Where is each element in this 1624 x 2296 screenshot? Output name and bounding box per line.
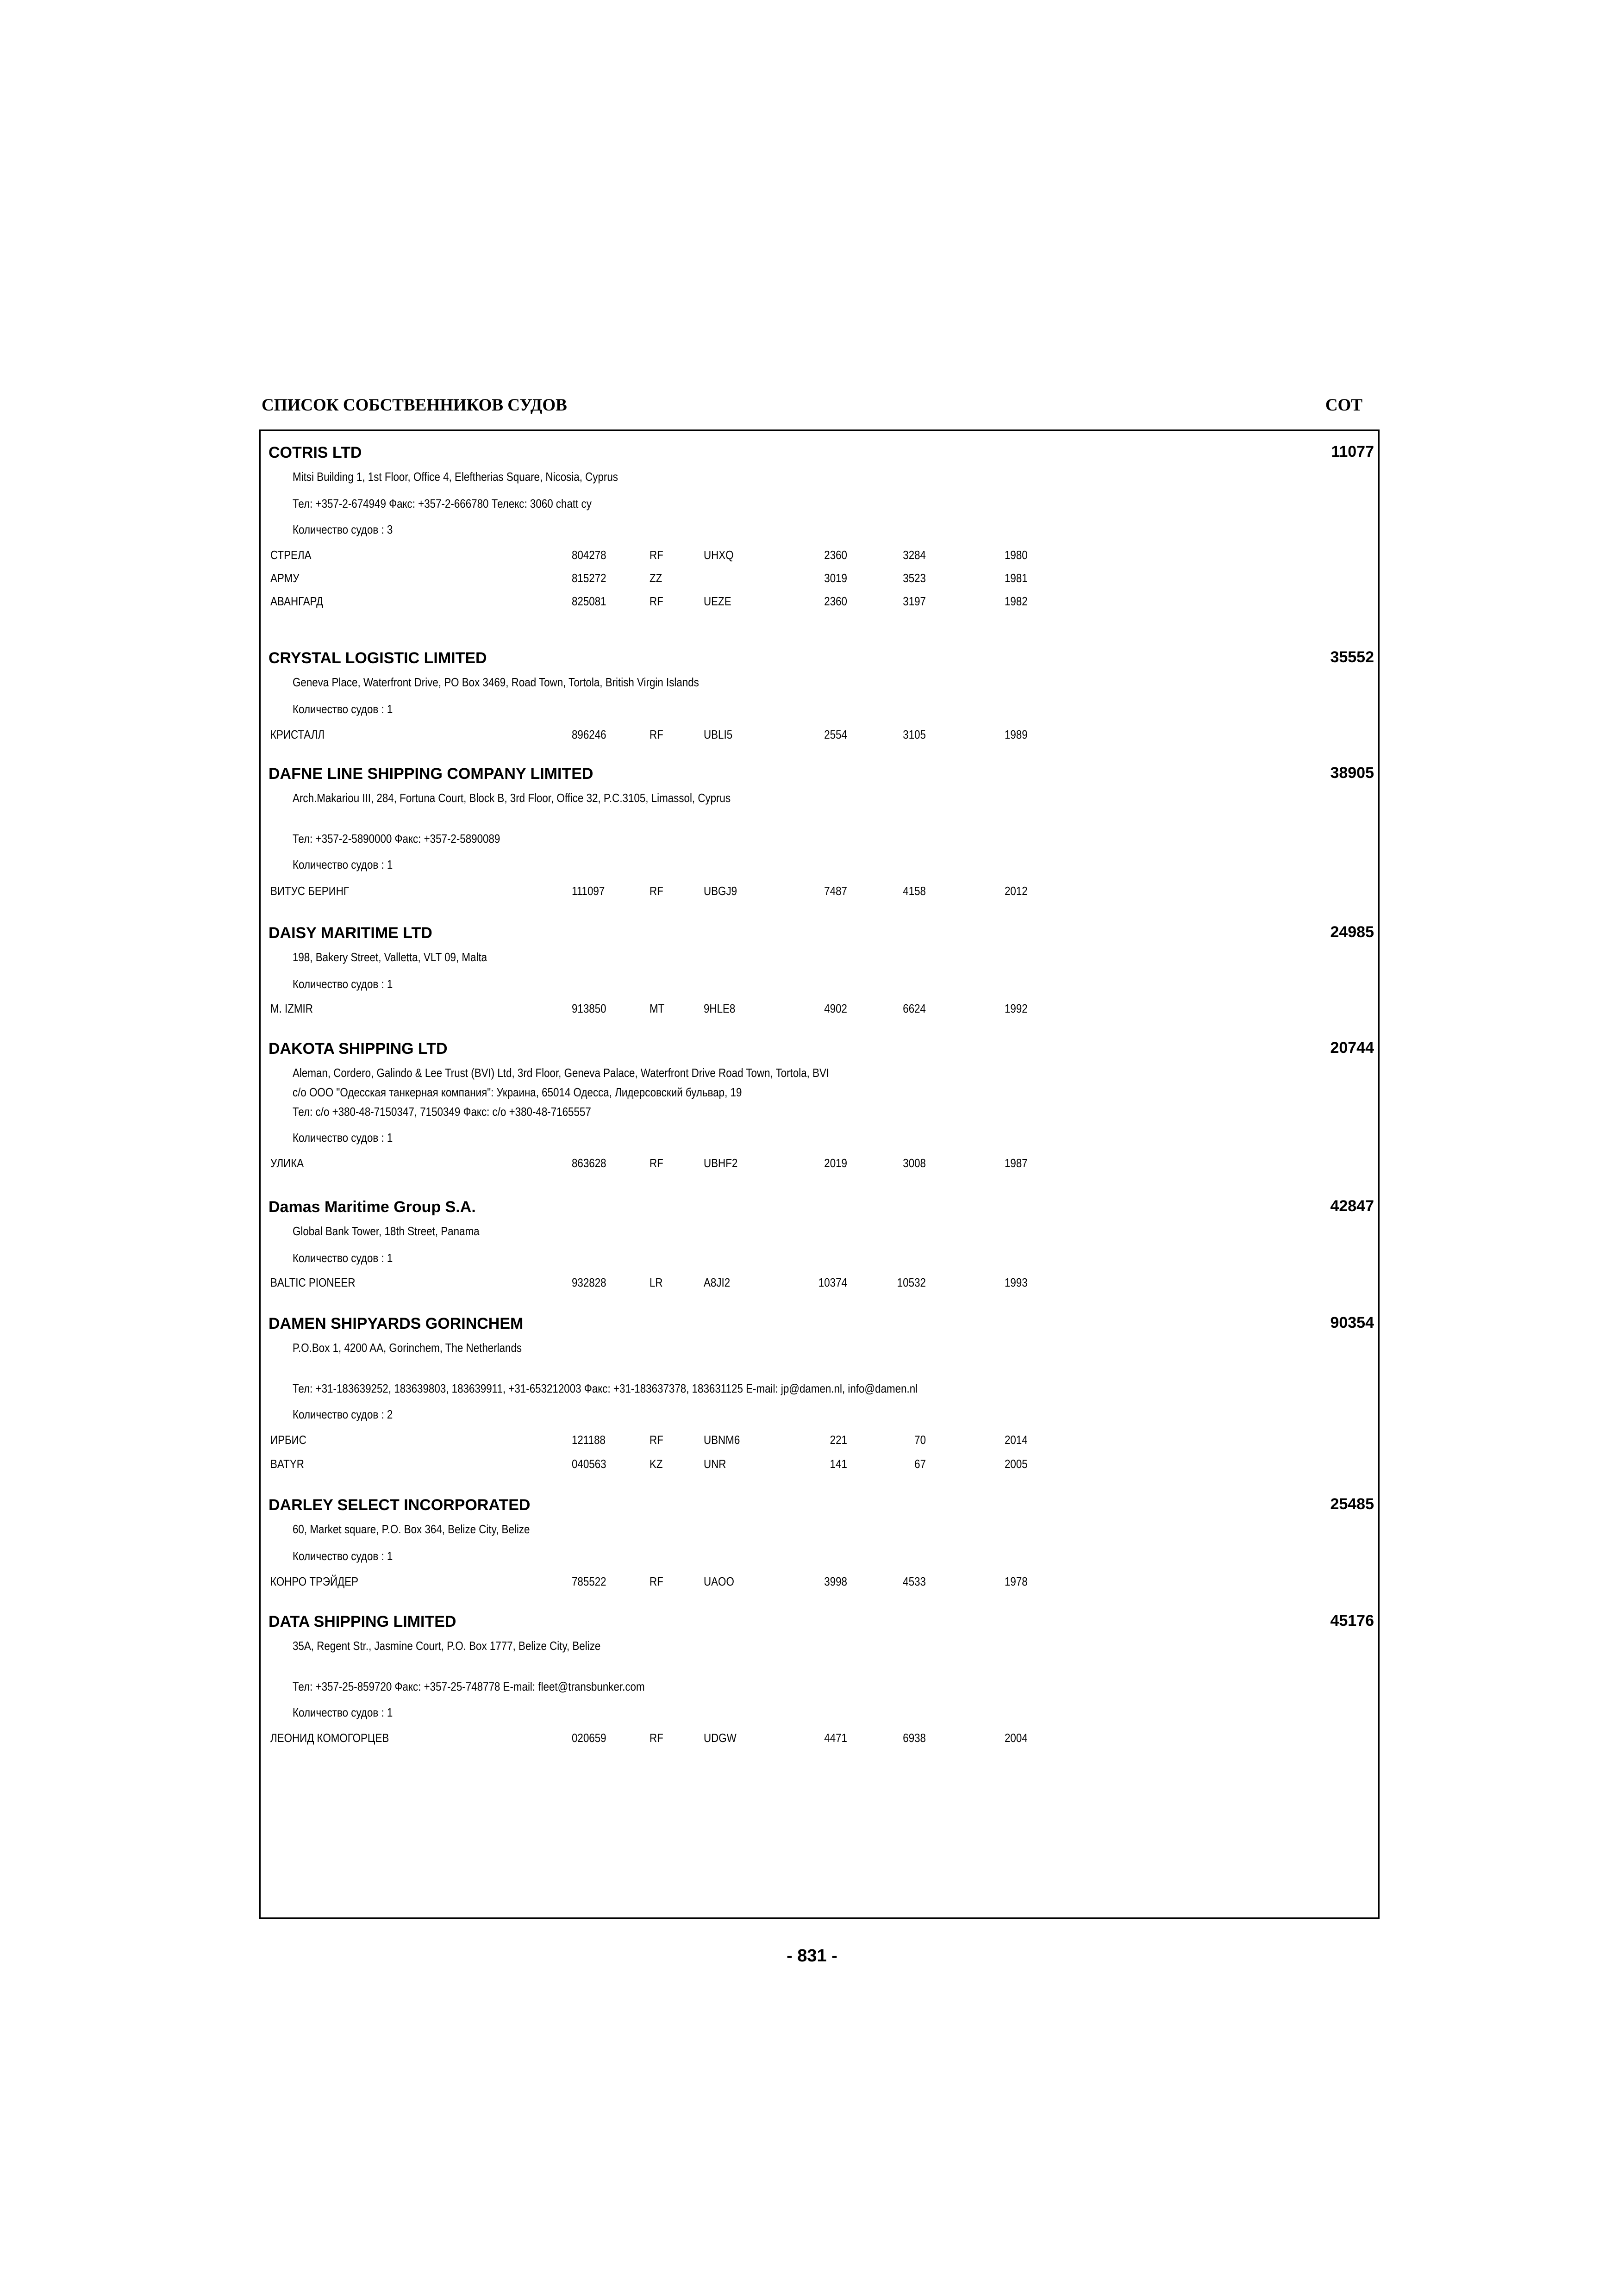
vessel-deadweight: 3284 — [903, 548, 926, 562]
vessel-count: Количество судов : 1 — [293, 702, 393, 716]
owner-address: Mitsi Building 1, 1st Floor, Office 4, Eleftherias Square, Nicosia, Cyprus — [293, 470, 618, 484]
vessel-count: Количество судов : 1 — [293, 977, 393, 991]
vessel-deadweight: 67 — [914, 1457, 926, 1471]
owner-name: DARLEY SELECT INCORPORATED — [269, 1496, 531, 1514]
vessel-deadweight: 3008 — [903, 1156, 926, 1170]
vessel-callsign: UEZE — [704, 594, 731, 608]
owner-id: 42847 — [1330, 1197, 1374, 1215]
owner-name: DAKOTA SHIPPING LTD — [269, 1040, 448, 1058]
vessel-tonnage: 141 — [830, 1457, 847, 1471]
owner-name: CRYSTAL LOGISTIC LIMITED — [269, 649, 487, 667]
owner-address: P.O.Box 1, 4200 AA, Gorinchem, The Netherlands — [293, 1341, 522, 1355]
owner-name: DATA SHIPPING LIMITED — [269, 1613, 456, 1630]
vessel-tonnage: 2360 — [824, 548, 847, 562]
vessel-row — [268, 1155, 1374, 1171]
owner-address: 60, Market square, P.O. Box 364, Belize City, Belize — [293, 1522, 530, 1536]
owner-id: 20744 — [1330, 1039, 1374, 1057]
vessel-callsign: UBGJ9 — [704, 884, 737, 898]
owner-contacts: Тел: c/o +380-48-7150347, 7150349 Факс: c/o +380-48-7165557 — [293, 1105, 591, 1119]
vessel-year: 1993 — [1005, 1276, 1028, 1289]
vessel-callsign: UAOO — [704, 1574, 734, 1588]
owner-address: 35A, Regent Str., Jasmine Court, P.O. Box 1777, Belize City, Belize — [293, 1639, 601, 1653]
vessel-callsign: UBNM6 — [704, 1433, 740, 1447]
vessel-year: 2014 — [1005, 1433, 1028, 1447]
owner-id: 38905 — [1330, 764, 1374, 782]
vessel-deadweight: 6938 — [903, 1731, 926, 1745]
vessel-name: АВАНГАРД — [270, 594, 324, 608]
vessel-id: 111097 — [572, 884, 605, 898]
vessel-callsign: 9HLE8 — [704, 1002, 736, 1015]
vessel-deadweight: 6624 — [903, 1002, 926, 1015]
vessel-deadweight: 4533 — [903, 1574, 926, 1588]
vessel-tonnage: 3019 — [824, 571, 847, 585]
owner-contacts: Тел: +357-25-859720 Факс: +357-25-748778 E-mail: fleet@transbunker.com — [293, 1680, 645, 1693]
vessel-tonnage: 2554 — [824, 728, 847, 741]
vessel-year: 2012 — [1005, 884, 1028, 898]
owner-address: Global Bank Tower, 18th Street, Panama — [293, 1224, 480, 1238]
owner-address: Geneva Place, Waterfront Drive, PO Box 3469, Road Town, Tortola, British Virgin Islands — [293, 675, 699, 689]
vessel-tonnage: 3998 — [824, 1574, 847, 1588]
owner-id: 90354 — [1330, 1314, 1374, 1332]
owner-address: Aleman, Cordero, Galindo & Lee Trust (BVI) Ltd, 3rd Floor, Geneva Palace, Waterfront Drive Road Town, Tortola, BVI — [293, 1066, 830, 1080]
vessel-callsign: UHXQ — [704, 548, 734, 562]
vessel-deadweight: 3523 — [903, 571, 926, 585]
vessel-name: BATYR — [270, 1457, 304, 1471]
vessel-id: 020659 — [572, 1731, 606, 1745]
vessel-tonnage: 4471 — [824, 1731, 847, 1745]
vessel-name: BALTIC PIONEER — [270, 1276, 356, 1289]
vessel-count: Количество судов : 1 — [293, 1131, 393, 1145]
page-number: - 831 - — [787, 1946, 837, 1966]
owner-contacts: Тел: +31-183639252, 183639803, 183639911, +31-653212003 Факс: +31-183637378, 183631125 E-mail: jp@damen.nl, info@damen.nl — [293, 1381, 918, 1395]
vessel-flag: MT — [650, 1002, 665, 1015]
vessel-year: 1978 — [1005, 1574, 1028, 1588]
vessel-row — [268, 593, 1374, 609]
vessel-count: Количество судов : 1 — [293, 1549, 393, 1563]
vessel-id: 896246 — [572, 728, 606, 741]
vessel-count: Количество судов : 1 — [293, 1251, 393, 1265]
vessel-name: ЛЕОНИД КОМОГОРЦЕВ — [270, 1731, 389, 1745]
vessel-name: ВИТУС БЕРИНГ — [270, 884, 350, 898]
vessel-flag: RF — [650, 594, 663, 608]
vessel-tonnage: 7487 — [824, 884, 847, 898]
vessel-name: M. IZMIR — [270, 1002, 313, 1015]
vessel-id: 040563 — [572, 1457, 606, 1471]
vessel-count: Количество судов : 1 — [293, 1705, 393, 1719]
vessel-year: 1992 — [1005, 1002, 1028, 1015]
vessel-year: 1981 — [1005, 571, 1028, 585]
vessel-year: 1982 — [1005, 594, 1028, 608]
vessel-year: 1989 — [1005, 728, 1028, 741]
owner-address: Arch.Makariou III, 284, Fortuna Court, Block B, 3rd Floor, Office 32, P.C.3105, Limassol, Cyprus — [293, 791, 731, 805]
owner-contacts: Тел: +357-2-674949 Факс: +357-2-666780 Телекс: 3060 chatt cy — [293, 497, 592, 510]
vessel-name: АРМУ — [270, 571, 300, 585]
vessel-id: 121188 — [572, 1433, 606, 1447]
vessel-flag: RF — [650, 1433, 663, 1447]
owner-id: 35552 — [1330, 648, 1374, 666]
vessel-name: СТРЕЛА — [270, 548, 312, 562]
vessel-year: 2004 — [1005, 1731, 1028, 1745]
vessel-flag: RF — [650, 1731, 663, 1745]
vessel-flag: RF — [650, 884, 663, 898]
vessel-flag: ZZ — [650, 571, 662, 585]
owner-name: COTRIS LTD — [269, 444, 362, 461]
owner-name: DAFNE LINE SHIPPING COMPANY LIMITED — [269, 765, 593, 783]
owner-id: 24985 — [1330, 923, 1374, 941]
vessel-id: 825081 — [572, 594, 606, 608]
vessel-name: ИРБИС — [270, 1433, 306, 1447]
vessel-tonnage: 2019 — [824, 1156, 847, 1170]
vessel-row — [268, 1001, 1374, 1016]
vessel-id: 815272 — [572, 571, 606, 585]
owner-address: 198, Bakery Street, Valletta, VLT 09, Malta — [293, 950, 487, 964]
vessel-row — [268, 1730, 1374, 1746]
owner-name: DAISY MARITIME LTD — [269, 924, 432, 942]
vessel-tonnage: 10374 — [818, 1276, 847, 1289]
vessel-callsign: A8JI2 — [704, 1276, 731, 1289]
vessel-row — [268, 547, 1374, 563]
vessel-row — [268, 727, 1374, 742]
owner-id: 45176 — [1330, 1612, 1374, 1630]
vessel-callsign: UBLI5 — [704, 728, 733, 741]
vessel-row — [268, 1275, 1374, 1290]
vessel-deadweight: 3105 — [903, 728, 926, 741]
owner-id: 11077 — [1331, 443, 1374, 460]
vessel-callsign: UDGW — [704, 1731, 737, 1745]
vessel-row — [268, 1432, 1374, 1448]
owner-name: DAMEN SHIPYARDS GORINCHEM — [269, 1315, 524, 1332]
vessel-name: УЛИКА — [270, 1156, 304, 1170]
vessel-flag: RF — [650, 728, 663, 741]
owner-contacts: Тел: +357-2-5890000 Факс: +357-2-5890089 — [293, 832, 500, 846]
vessel-id: 913850 — [572, 1002, 606, 1015]
vessel-id: 863628 — [572, 1156, 606, 1170]
vessel-name: КРИСТАЛЛ — [270, 728, 325, 741]
vessel-tonnage: 221 — [830, 1433, 847, 1447]
vessel-callsign: UBHF2 — [704, 1156, 738, 1170]
vessel-row — [268, 883, 1374, 899]
vessel-deadweight: 3197 — [903, 594, 926, 608]
vessel-name: КОНРО ТРЭЙДЕР — [270, 1574, 359, 1588]
vessel-row — [268, 1574, 1374, 1589]
vessel-count: Количество судов : 1 — [293, 858, 393, 871]
vessel-callsign: UNR — [704, 1457, 726, 1471]
vessel-year: 1980 — [1005, 548, 1028, 562]
vessel-id: 804278 — [572, 548, 606, 562]
vessel-count: Количество судов : 2 — [293, 1407, 393, 1421]
owner-name: Damas Maritime Group S.A. — [269, 1198, 476, 1216]
page-title: СПИСОК СОБСТВЕННИКОВ СУДОВ — [262, 396, 567, 415]
vessel-flag: LR — [650, 1276, 663, 1289]
vessel-flag: RF — [650, 1156, 663, 1170]
vessel-year: 2005 — [1005, 1457, 1028, 1471]
vessel-row — [268, 570, 1374, 586]
vessel-deadweight: 10532 — [897, 1276, 926, 1289]
owner-agent: c/o ООО "Одесская танкерная компания": Украина, 65014 Одесса, Лидерсовский бульвар, 19 — [293, 1085, 742, 1099]
vessel-flag: RF — [650, 1574, 663, 1588]
vessel-id: 785522 — [572, 1574, 606, 1588]
vessel-tonnage: 2360 — [824, 594, 847, 608]
vessel-row — [268, 1456, 1374, 1472]
vessel-flag: KZ — [650, 1457, 663, 1471]
vessel-flag: RF — [650, 548, 663, 562]
vessel-deadweight: 70 — [914, 1433, 926, 1447]
vessel-year: 1987 — [1005, 1156, 1028, 1170]
vessel-tonnage: 4902 — [824, 1002, 847, 1015]
vessel-id: 932828 — [572, 1276, 606, 1289]
section-code: COT — [1325, 396, 1362, 415]
vessel-count: Количество судов : 3 — [293, 523, 393, 536]
vessel-deadweight: 4158 — [903, 884, 926, 898]
owner-id: 25485 — [1330, 1495, 1374, 1513]
